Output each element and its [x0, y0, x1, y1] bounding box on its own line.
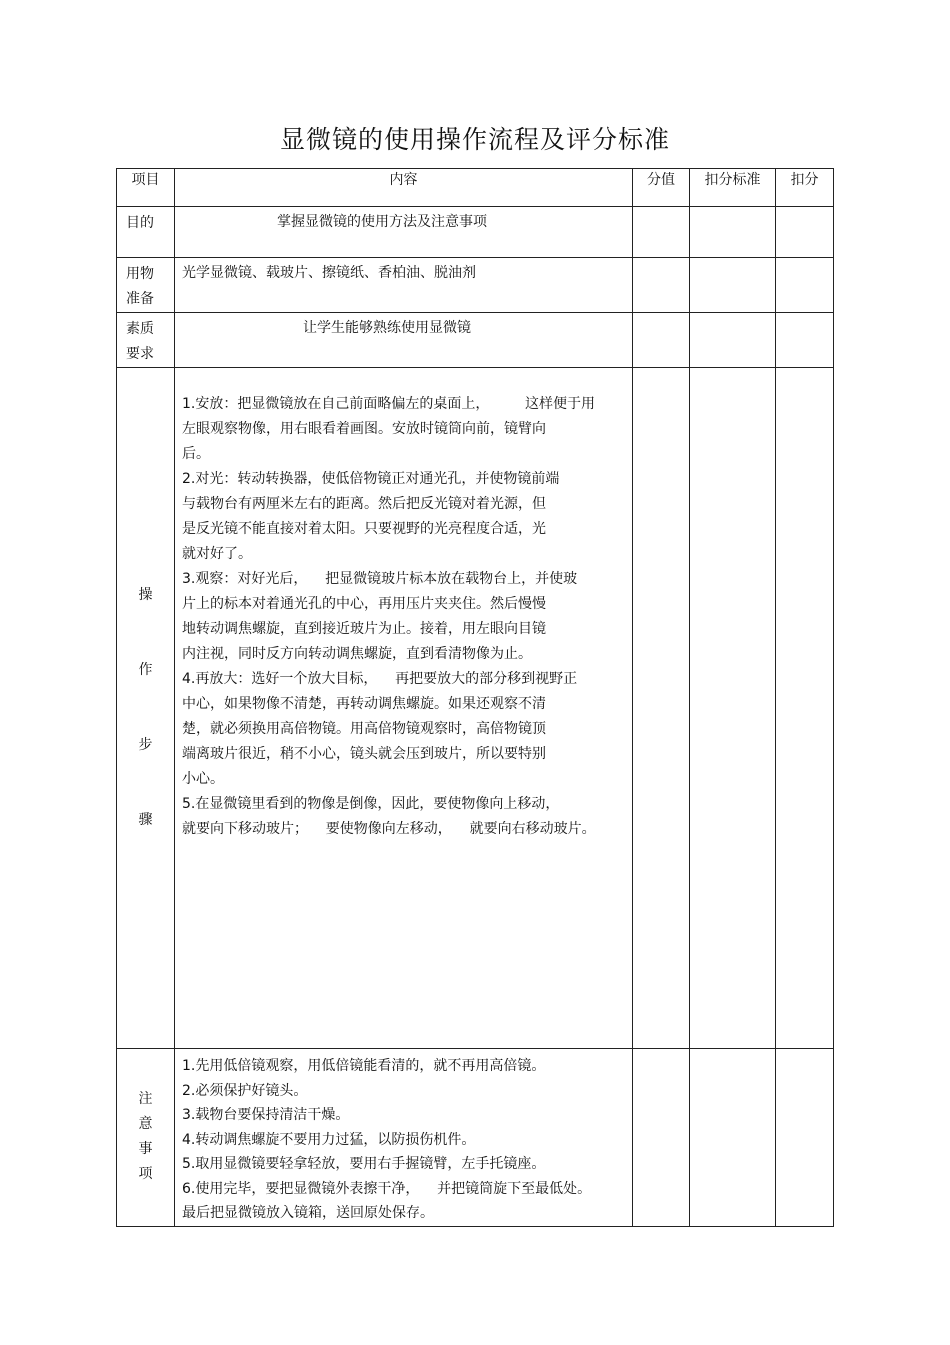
steps-score-cell — [633, 368, 690, 1049]
purpose-deduction-cell — [776, 207, 834, 258]
notes-score-cell — [633, 1049, 690, 1227]
notes-content — [175, 1049, 632, 1226]
notes-label-char: 事 — [138, 1141, 153, 1158]
step-paragraph — [182, 392, 624, 467]
purpose-content-cell — [175, 207, 633, 258]
step-line: 与载物台有两厘米左右的距离。然后把反光镜对着光源，但 — [182, 496, 546, 512]
note-line: 6.使用完毕，要把显微镜外表擦干净， 并把镜筒旋下至最低处。 — [182, 1180, 592, 1197]
header-deduction: 扣分 — [776, 169, 834, 207]
notes-label — [117, 1049, 175, 1227]
step-line: 内注视，同时反方向转动调焦螺旋，直到看清物像为止。 — [182, 646, 532, 662]
steps-label-char: 步 — [138, 737, 153, 753]
page-title: 显微镜的使用操作流程及评分标准 — [279, 125, 670, 154]
note-line: 最后把显微镜放入镜箱，送回原处保存。 — [182, 1205, 434, 1221]
prep-standard-cell — [690, 258, 776, 313]
steps-content-cell — [175, 368, 633, 1049]
step-line: 是反光镜不能直接对着太阳。只要视野的光亮程度合适，光 — [182, 521, 546, 537]
requirement-score-cell — [633, 313, 690, 368]
prep-content-cell — [175, 258, 633, 313]
step-paragraph — [182, 567, 624, 667]
prep-score-cell — [633, 258, 690, 313]
step-line: 楚，就必须换用高倍物镜。用高倍物镜观察时，高倍物镜顶 — [182, 721, 546, 737]
step-line: 小心。 — [182, 771, 224, 787]
requirement-standard-cell — [690, 313, 776, 368]
step-line: 就要向下移动玻片； 要使物像向左移动， 就要向右移动玻片。 — [182, 821, 596, 837]
note-line: 2.必须保护好镜头。 — [182, 1082, 308, 1099]
prep-label-line2: 准备 — [126, 291, 154, 307]
note-line: 3.载物台要保持清洁干燥。 — [182, 1107, 350, 1123]
prep-row — [117, 258, 834, 313]
notes-label-char: 注 — [138, 1091, 153, 1108]
notes-deduction-cell — [776, 1049, 834, 1227]
steps-label-char: 作 — [138, 662, 153, 678]
step-paragraph — [182, 467, 624, 567]
steps-content — [175, 368, 632, 842]
requirement-deduction-cell — [776, 313, 834, 368]
steps-deduction-cell — [776, 368, 834, 1049]
requirement-content-cell — [175, 313, 633, 368]
step-line: 端离玻片很近，稍不小心，镜头就会压到玻片，所以要特别 — [182, 746, 546, 762]
requirement-label-line1: 素质 — [126, 321, 154, 337]
steps-row — [117, 368, 834, 1049]
steps-standard-cell — [690, 368, 776, 1049]
step-paragraph — [182, 792, 624, 842]
step-line: 2.对光：转动转换器，使低倍物镜正对通光孔，并使物镜前端 — [182, 471, 560, 487]
steps-label-char: 骤 — [138, 812, 153, 828]
step-line: 就对好了。 — [182, 546, 252, 562]
prep-label — [117, 258, 175, 313]
note-line: 5.取用显微镜要轻拿轻放，要用右手握镜臂，左手托镜座。 — [182, 1156, 546, 1172]
step-line: 4.再放大：选好一个放大目标， 再把要放大的部分移到视野正 — [182, 671, 578, 687]
step-line: 3.观察：对好光后， 把显微镜玻片标本放在载物台上，并使玻 — [182, 571, 578, 587]
notes-content-cell — [175, 1049, 633, 1227]
purpose-score-cell — [633, 207, 690, 258]
notes-label-char: 意 — [138, 1116, 153, 1133]
notes-label-char: 项 — [138, 1166, 153, 1183]
notes-standard-cell — [690, 1049, 776, 1227]
purpose-standard-cell — [690, 207, 776, 258]
steps-label-char: 操 — [138, 587, 153, 603]
purpose-row — [117, 207, 834, 258]
prep-label-line1: 用物 — [126, 266, 154, 282]
requirement-label — [117, 313, 175, 368]
step-line: 1.安放：把显微镜放在自己前面略偏左的桌面上， 这样便于用 — [182, 396, 595, 412]
requirement-row — [117, 313, 834, 368]
step-line: 片上的标本对着通光孔的中心，再用压片夹夹住。然后慢慢 — [182, 596, 546, 612]
header-deduction-standard: 扣分标准 — [690, 169, 776, 207]
requirement-label-line2: 要求 — [126, 346, 154, 362]
step-line: 中心，如果物像不清楚，再转动调焦螺旋。如果还观察不清 — [182, 696, 546, 712]
note-line: 1.先用低倍镜观察，用低倍镜能看清的，就不再用高倍镜。 — [182, 1058, 546, 1074]
step-line: 左眼观察物像，用右眼看着画图。安放时镜筒向前，镜臂向 — [182, 421, 546, 437]
step-line: 地转动调焦螺旋，直到接近玻片为止。接着，用左眼向目镜 — [182, 621, 546, 637]
header-item: 项目 — [117, 169, 175, 207]
step-paragraph — [182, 667, 624, 792]
step-line: 5.在显微镜里看到的物像是倒像，因此，要使物像向上移动， — [182, 796, 560, 812]
prep-content: 光学显微镜、载玻片、擦镜纸、香柏油、脱油剂 — [182, 265, 476, 281]
purpose-content: 掌握显微镜的使用方法及注意事项 — [277, 214, 487, 230]
scoring-table — [116, 168, 834, 1227]
purpose-label: 目的 — [117, 207, 175, 258]
prep-deduction-cell — [776, 258, 834, 313]
header-content: 内容 — [175, 169, 633, 207]
header-row — [117, 169, 834, 207]
notes-row — [117, 1049, 834, 1227]
header-score: 分值 — [633, 169, 690, 207]
requirement-content: 让学生能够熟练使用显微镜 — [303, 320, 471, 336]
note-line: 4.转动调焦螺旋不要用力过猛，以防损伤机件。 — [182, 1131, 476, 1148]
step-line: 后。 — [182, 446, 210, 462]
steps-label — [117, 368, 175, 1049]
